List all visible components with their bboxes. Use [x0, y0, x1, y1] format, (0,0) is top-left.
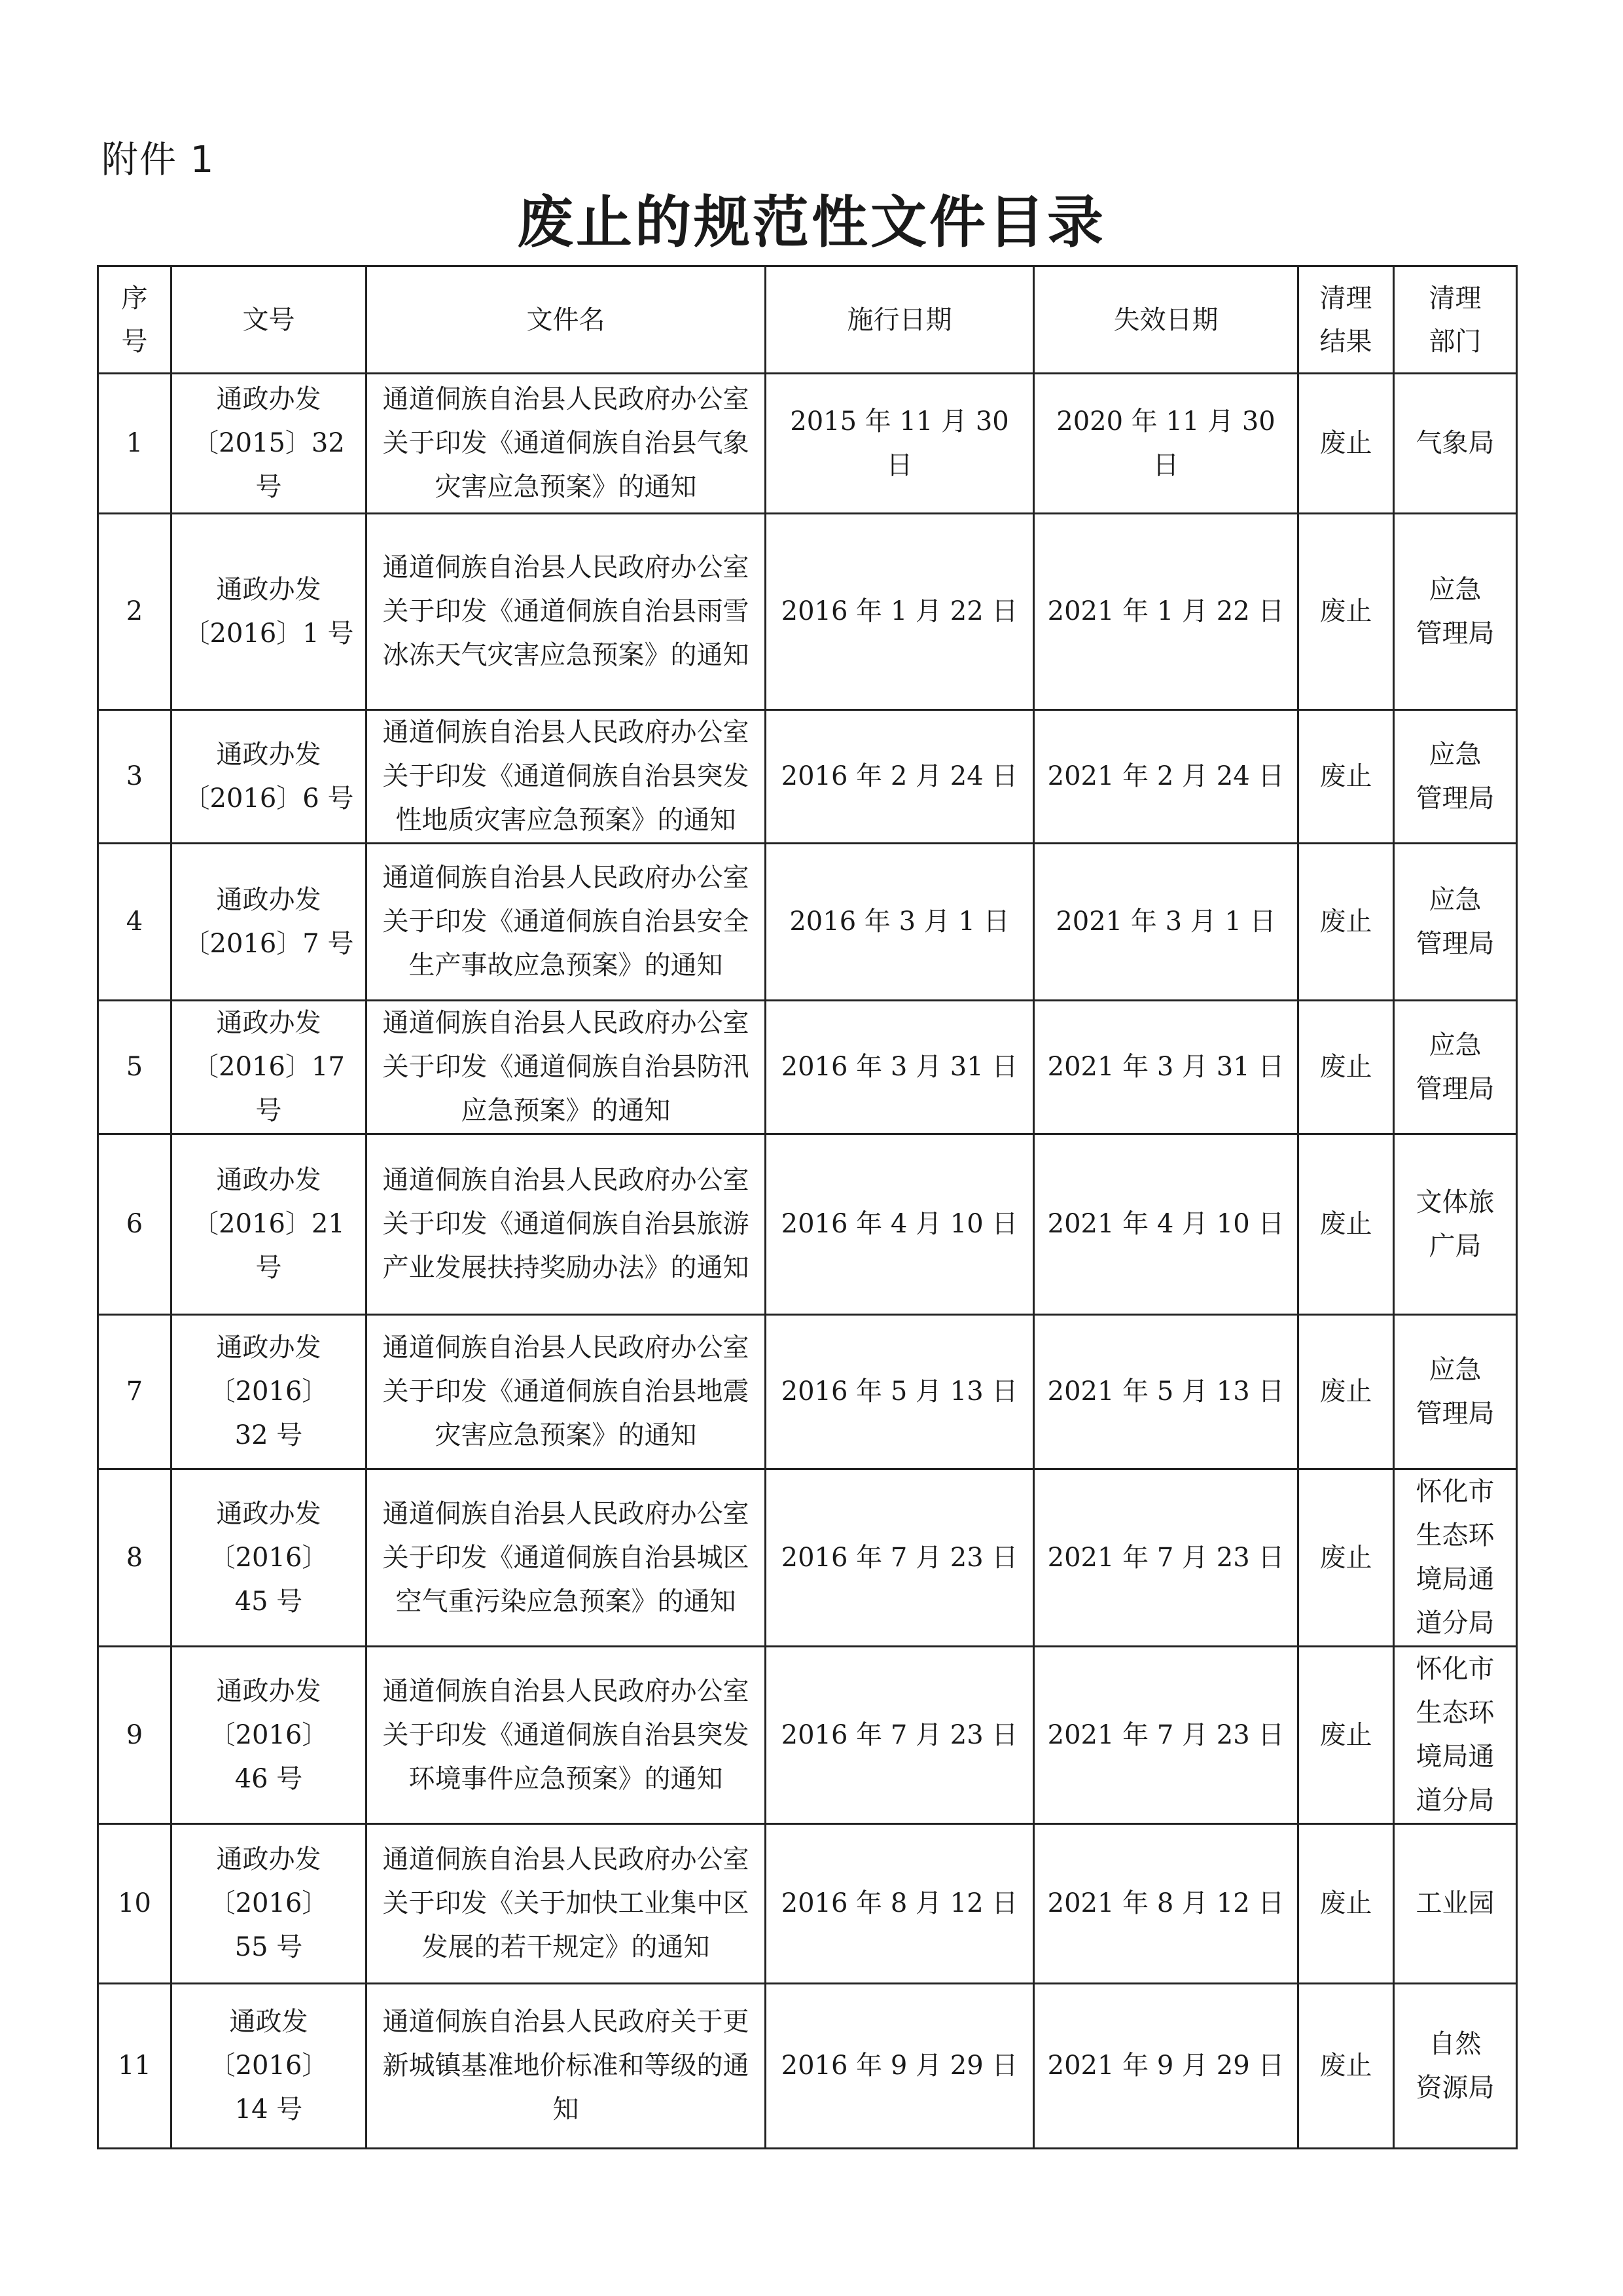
row-number: 7 — [126, 1376, 143, 1407]
row-number: 5 — [126, 1052, 143, 1082]
cleanup-result-cell — [1298, 374, 1394, 514]
row-number-cell — [98, 1001, 171, 1134]
doc-name-cell — [366, 1469, 766, 1647]
effective-date: 2016 年 7 月 23 日 — [781, 1719, 1018, 1750]
row-number-cell — [98, 514, 171, 710]
effective-date: 2015 年 11 月 30 日 — [790, 406, 1009, 480]
doc-number: 通政办发 〔2016〕 45 号 — [209, 1498, 329, 1617]
expiry-date-cell — [1034, 1315, 1298, 1469]
cleanup-result-cell — [1298, 844, 1394, 1001]
row-number: 6 — [126, 1209, 143, 1239]
expiry-date: 2021 年 5 月 13 日 — [1047, 1376, 1285, 1407]
expiry-date: 2021 年 3 月 1 日 — [1056, 906, 1276, 937]
cleanup-result: 废止 — [1319, 1542, 1372, 1573]
cleanup-department: 应急 管理局 — [1416, 884, 1495, 959]
row-number-cell — [98, 1647, 171, 1824]
cleanup-result: 废止 — [1319, 1209, 1372, 1239]
column-header-number: 序 号 — [98, 266, 171, 374]
doc-name: 通道侗族自治县人民政府办公室关于印发《通道侗族自治县气象灾害应急预案》的通知 — [382, 384, 749, 502]
cleanup-result-cell — [1298, 1824, 1394, 1984]
cleanup-result: 废止 — [1319, 1052, 1372, 1082]
cleanup-department-cell — [1394, 844, 1517, 1001]
table-row — [98, 1001, 1517, 1134]
table-row — [98, 844, 1517, 1001]
row-number: 4 — [126, 906, 143, 937]
cleanup-department: 应急 管理局 — [1416, 1030, 1495, 1104]
cleanup-department-cell — [1394, 514, 1517, 710]
cleanup-department-cell — [1394, 1984, 1517, 2149]
effective-date-cell — [766, 1315, 1034, 1469]
doc-name-cell — [366, 844, 766, 1001]
cleanup-result: 废止 — [1319, 2051, 1372, 2081]
expiry-date-cell — [1034, 710, 1298, 844]
row-number-cell — [98, 710, 171, 844]
effective-date-cell — [766, 374, 1034, 514]
cleanup-department-cell — [1394, 710, 1517, 844]
row-number: 8 — [126, 1542, 143, 1573]
cleanup-result-cell — [1298, 1469, 1394, 1647]
doc-name-cell — [366, 1001, 766, 1134]
cleanup-department-cell — [1394, 1824, 1517, 1984]
doc-name: 通道侗族自治县人民政府办公室关于印发《通道侗族自治县突发性地质灾害应急预案》的通知 — [382, 717, 749, 835]
cleanup-department: 怀化市 生态环 境局通 道分局 — [1416, 1477, 1495, 1638]
cleanup-department-cell — [1394, 374, 1517, 514]
expiry-date-cell — [1034, 1134, 1298, 1315]
column-header-doc-name: 文件名 — [366, 266, 766, 374]
doc-number-cell — [171, 710, 366, 844]
effective-date: 2016 年 3 月 1 日 — [789, 906, 1010, 937]
effective-date-cell — [766, 1984, 1034, 2149]
row-number: 10 — [118, 1888, 151, 1918]
document-table — [97, 265, 1518, 2149]
row-number: 2 — [126, 596, 143, 626]
cleanup-result: 废止 — [1319, 761, 1372, 791]
cleanup-department: 自然 资源局 — [1416, 2028, 1495, 2103]
table-row — [98, 1469, 1517, 1647]
column-header-department: 清理 部门 — [1394, 266, 1517, 374]
doc-number: 通政办发 〔2016〕7 号 — [183, 884, 354, 959]
doc-number: 通政办发 〔2016〕17 号 — [192, 1008, 345, 1126]
cleanup-result: 废止 — [1319, 596, 1372, 626]
doc-name-cell — [366, 710, 766, 844]
expiry-date-cell — [1034, 514, 1298, 710]
row-number: 3 — [126, 761, 143, 791]
cleanup-result-cell — [1298, 514, 1394, 710]
table-row — [98, 1824, 1517, 1984]
doc-number-cell — [171, 514, 366, 710]
cleanup-department-cell — [1394, 1647, 1517, 1824]
doc-name-cell — [366, 374, 766, 514]
column-header-effective-date: 施行日期 — [766, 266, 1034, 374]
column-header-expiry-date: 失效日期 — [1034, 266, 1298, 374]
effective-date-cell — [766, 710, 1034, 844]
doc-name: 通道侗族自治县人民政府办公室关于印发《通道侗族自治县防汛应急预案》的通知 — [382, 1008, 749, 1126]
effective-date: 2016 年 8 月 12 日 — [781, 1888, 1018, 1918]
doc-name: 通道侗族自治县人民政府办公室关于印发《通道侗族自治县突发环境事件应急预案》的通知 — [382, 1676, 749, 1794]
doc-number-cell — [171, 1001, 366, 1134]
cleanup-result: 废止 — [1319, 906, 1372, 937]
expiry-date-cell — [1034, 1824, 1298, 1984]
doc-number-cell — [171, 1469, 366, 1647]
doc-number-cell — [171, 1647, 366, 1824]
expiry-date: 2021 年 9 月 29 日 — [1047, 2051, 1285, 2081]
row-number-cell — [98, 1134, 171, 1315]
table-row — [98, 1647, 1517, 1824]
effective-date: 2016 年 1 月 22 日 — [781, 596, 1018, 626]
row-number-cell — [98, 1824, 171, 1984]
cleanup-department-cell — [1394, 1001, 1517, 1134]
table-row — [98, 1315, 1517, 1469]
cleanup-department: 怀化市 生态环 境局通 道分局 — [1416, 1654, 1495, 1816]
doc-number: 通政发 〔2016〕 14 号 — [209, 2007, 329, 2125]
doc-name-cell — [366, 1824, 766, 1984]
doc-name: 通道侗族自治县人民政府办公室关于印发《关于加快工业集中区发展的若干规定》的通知 — [382, 1844, 749, 1962]
cleanup-department-cell — [1394, 1134, 1517, 1315]
row-number-cell — [98, 1315, 171, 1469]
cleanup-department: 应急 管理局 — [1416, 1354, 1495, 1429]
expiry-date: 2021 年 7 月 23 日 — [1047, 1719, 1285, 1750]
cleanup-result-cell — [1298, 710, 1394, 844]
column-header-doc-number: 文号 — [171, 266, 366, 374]
doc-number: 通政办发 〔2016〕 32 号 — [209, 1333, 329, 1450]
doc-number: 通政办发 〔2016〕21 号 — [192, 1165, 345, 1283]
cleanup-result: 废止 — [1319, 1888, 1372, 1918]
effective-date: 2016 年 7 月 23 日 — [781, 1542, 1018, 1573]
doc-number-cell — [171, 1315, 366, 1469]
row-number: 9 — [126, 1719, 143, 1750]
table-row — [98, 710, 1517, 844]
cleanup-result: 废止 — [1319, 1719, 1372, 1750]
effective-date-cell — [766, 1824, 1034, 1984]
cleanup-result-cell — [1298, 1001, 1394, 1134]
doc-number-cell — [171, 1134, 366, 1315]
doc-number: 通政办发 〔2016〕 55 号 — [209, 1844, 329, 1962]
cleanup-department: 应急 管理局 — [1416, 574, 1495, 649]
cleanup-department-cell — [1394, 1469, 1517, 1647]
expiry-date: 2021 年 3 月 31 日 — [1047, 1052, 1285, 1082]
cleanup-result: 废止 — [1319, 428, 1372, 458]
expiry-date: 2021 年 2 月 24 日 — [1047, 761, 1285, 791]
cleanup-department: 气象局 — [1416, 428, 1495, 458]
expiry-date-cell — [1034, 1984, 1298, 2149]
effective-date-cell — [766, 1469, 1034, 1647]
effective-date: 2016 年 4 月 10 日 — [781, 1209, 1018, 1239]
expiry-date-cell — [1034, 1469, 1298, 1647]
effective-date: 2016 年 5 月 13 日 — [781, 1376, 1018, 1407]
cleanup-department: 工业园 — [1416, 1888, 1495, 1918]
doc-name: 通道侗族自治县人民政府办公室关于印发《通道侗族自治县雨雪冰冻天气灾害应急预案》的通知 — [382, 552, 749, 670]
effective-date-cell — [766, 1134, 1034, 1315]
row-number-cell — [98, 374, 171, 514]
effective-date-cell — [766, 1001, 1034, 1134]
row-number-cell — [98, 844, 171, 1001]
effective-date: 2016 年 9 月 29 日 — [781, 2051, 1018, 2081]
doc-number-cell — [171, 374, 366, 514]
expiry-date: 2021 年 8 月 12 日 — [1047, 1888, 1285, 1918]
doc-name-cell — [366, 1984, 766, 2149]
doc-name: 通道侗族自治县人民政府关于更新城镇基准地价标准和等级的通知 — [382, 2007, 749, 2125]
attachment-label: 附件 1 — [101, 139, 215, 181]
doc-number: 通政办发 〔2016〕1 号 — [183, 574, 354, 649]
expiry-date: 2021 年 7 月 23 日 — [1047, 1542, 1285, 1573]
doc-name: 通道侗族自治县人民政府办公室关于印发《通道侗族自治县旅游产业发展扶持奖励办法》的通知 — [382, 1165, 749, 1283]
doc-number-cell — [171, 1824, 366, 1984]
doc-name: 通道侗族自治县人民政府办公室关于印发《通道侗族自治县安全生产事故应急预案》的通知 — [382, 863, 749, 980]
doc-name-cell — [366, 514, 766, 710]
table-row — [98, 514, 1517, 710]
row-number-cell — [98, 1984, 171, 2149]
doc-name-cell — [366, 1315, 766, 1469]
column-header-result: 清理 结果 — [1298, 266, 1394, 374]
effective-date-cell — [766, 844, 1034, 1001]
table-row — [98, 374, 1517, 514]
doc-number: 通政办发 〔2016〕6 号 — [183, 739, 354, 814]
table-header-row — [98, 266, 1517, 374]
cleanup-result-cell — [1298, 1647, 1394, 1824]
page-title: 废止的规范性文件目录 — [517, 189, 1106, 255]
doc-name: 通道侗族自治县人民政府办公室关于印发《通道侗族自治县地震灾害应急预案》的通知 — [382, 1333, 749, 1450]
table-row — [98, 1984, 1517, 2149]
table-row — [98, 1134, 1517, 1315]
doc-name-cell — [366, 1134, 766, 1315]
row-number: 1 — [126, 428, 143, 458]
doc-name: 通道侗族自治县人民政府办公室关于印发《通道侗族自治县城区空气重污染应急预案》的通知 — [382, 1498, 749, 1617]
doc-number: 通政办发 〔2015〕32 号 — [192, 384, 345, 502]
doc-number-cell — [171, 1984, 366, 2149]
expiry-date: 2020 年 11 月 30 日 — [1056, 406, 1275, 480]
doc-number-cell — [171, 844, 366, 1001]
cleanup-department: 文体旅 广局 — [1416, 1187, 1495, 1261]
doc-name-cell — [366, 1647, 766, 1824]
effective-date: 2016 年 3 月 31 日 — [781, 1052, 1018, 1082]
cleanup-result-cell — [1298, 1984, 1394, 2149]
cleanup-result: 废止 — [1319, 1376, 1372, 1407]
table-body — [98, 374, 1517, 2149]
cleanup-result-cell — [1298, 1315, 1394, 1469]
doc-number: 通政办发 〔2016〕 46 号 — [209, 1676, 329, 1794]
expiry-date: 2021 年 4 月 10 日 — [1047, 1209, 1285, 1239]
effective-date: 2016 年 2 月 24 日 — [781, 761, 1018, 791]
cleanup-department-cell — [1394, 1315, 1517, 1469]
effective-date-cell — [766, 514, 1034, 710]
expiry-date: 2021 年 1 月 22 日 — [1047, 596, 1285, 626]
expiry-date-cell — [1034, 1001, 1298, 1134]
expiry-date-cell — [1034, 374, 1298, 514]
row-number-cell — [98, 1469, 171, 1647]
effective-date-cell — [766, 1647, 1034, 1824]
cleanup-department: 应急 管理局 — [1416, 739, 1495, 814]
row-number: 11 — [118, 2051, 151, 2081]
cleanup-result-cell — [1298, 1134, 1394, 1315]
expiry-date-cell — [1034, 1647, 1298, 1824]
expiry-date-cell — [1034, 844, 1298, 1001]
